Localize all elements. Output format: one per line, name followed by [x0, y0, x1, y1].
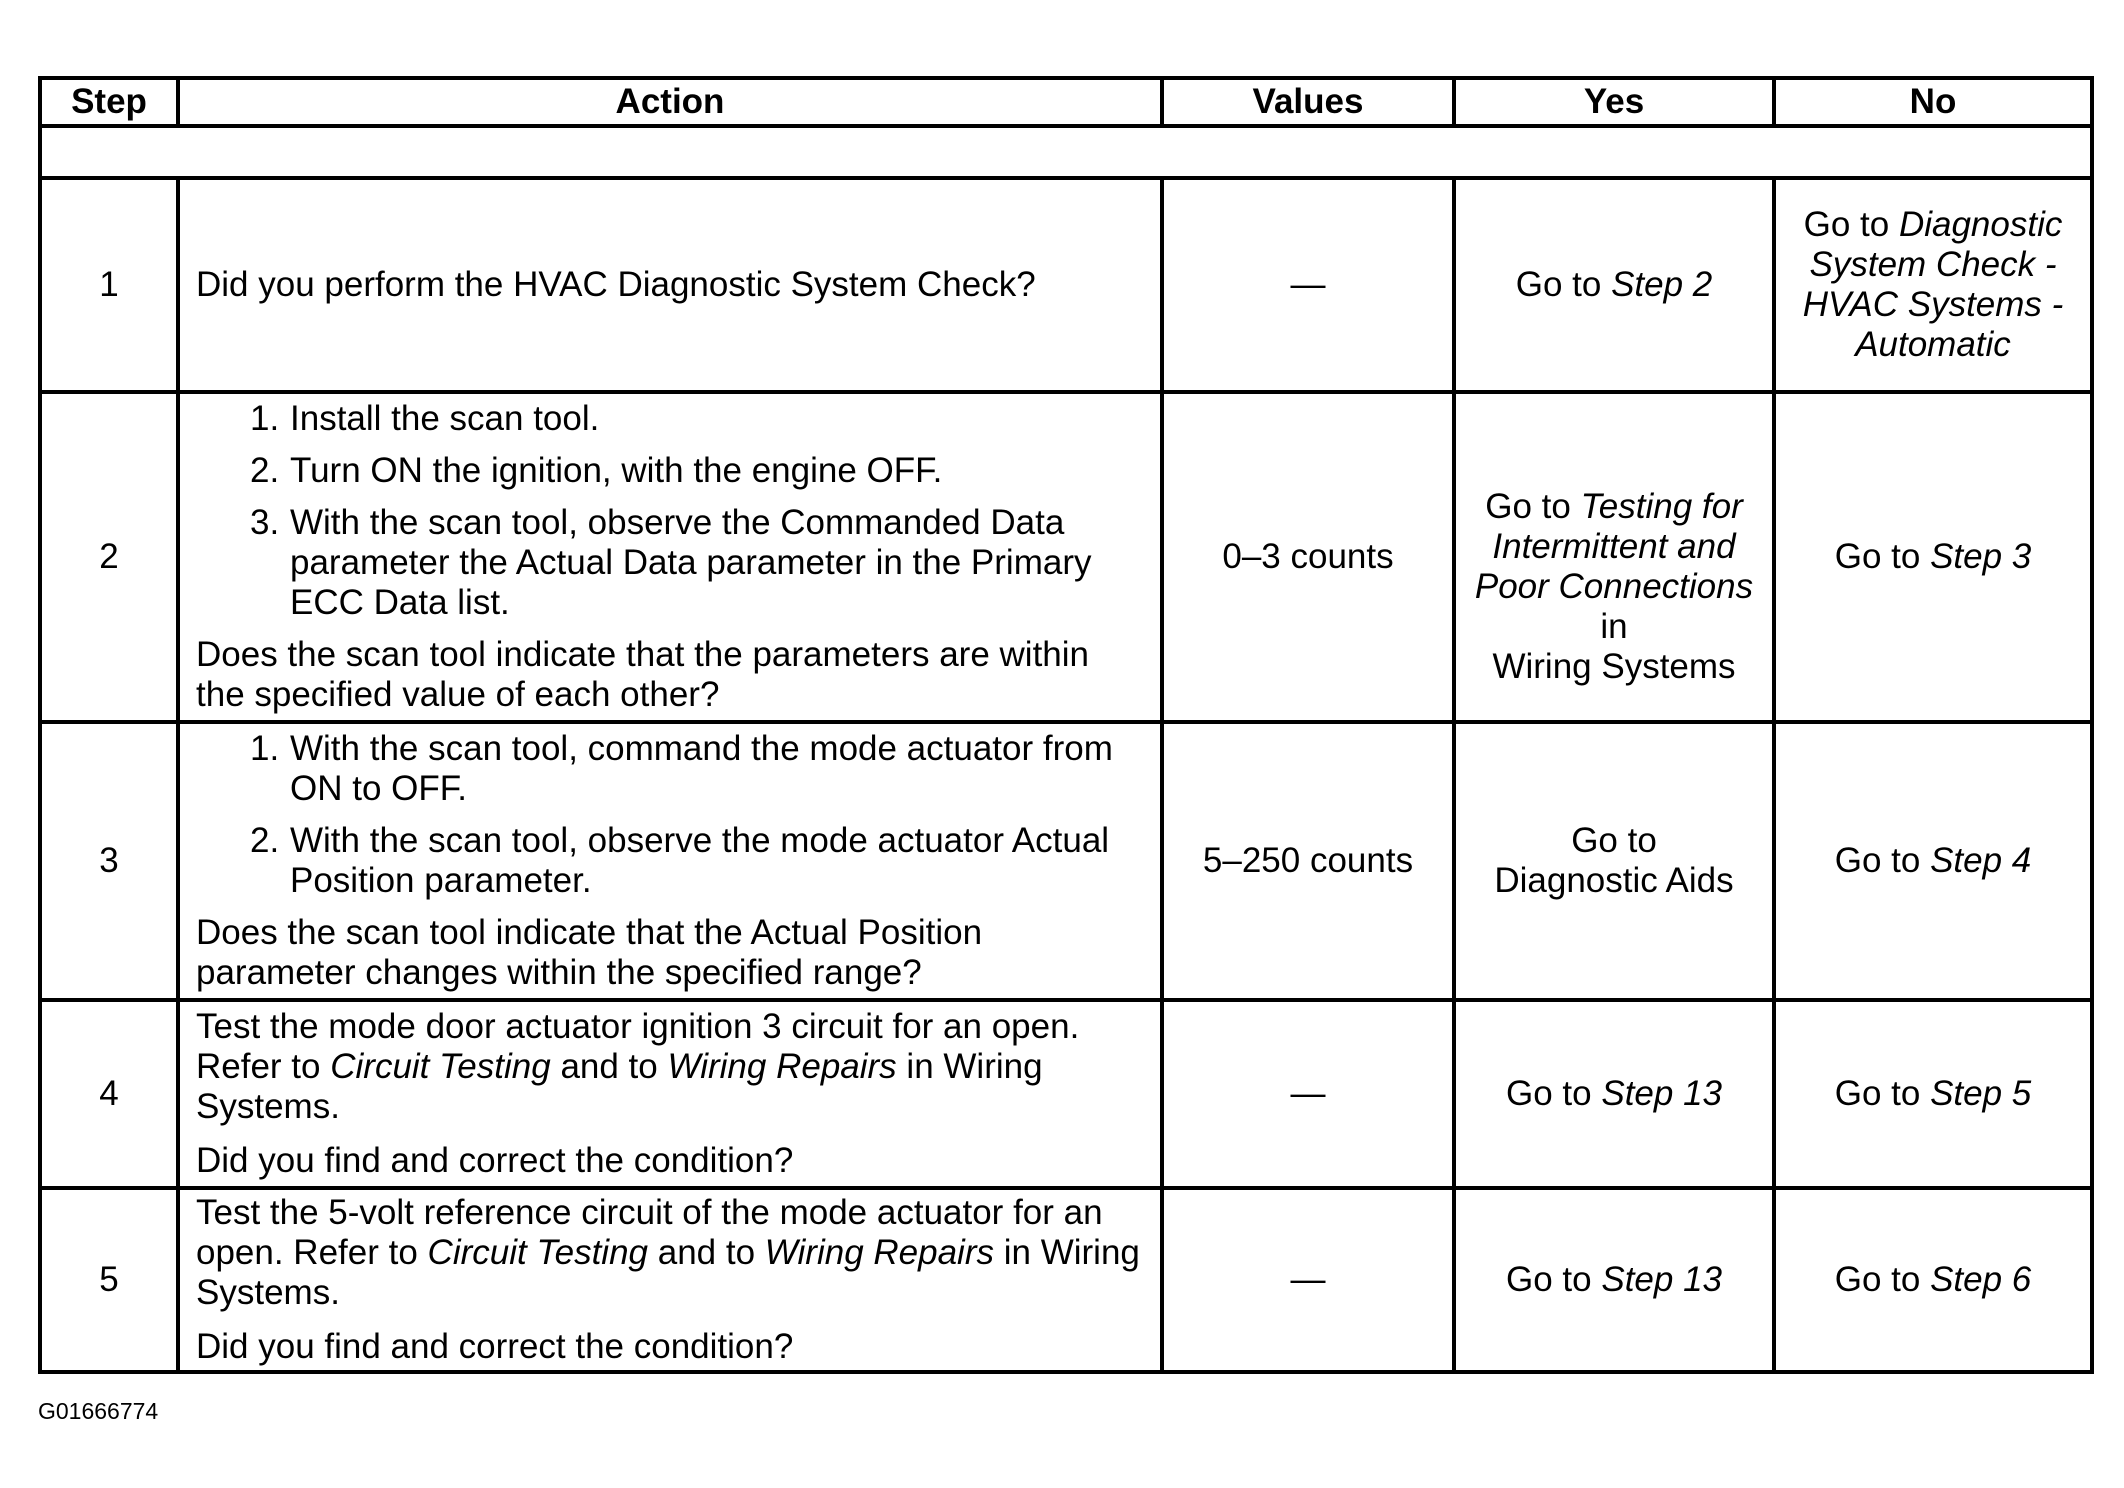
list-item: [250, 821, 1144, 901]
action-question: Did you perform the HVAC Diagnostic System Check?: [196, 265, 1036, 304]
list-item: [250, 729, 1144, 809]
header-no: No: [1774, 78, 2092, 126]
list-item: [250, 399, 1144, 439]
yes-cell: [1454, 722, 1774, 1000]
value-cell: 0–3 counts: [1162, 392, 1454, 722]
list-item-number: 2.: [250, 451, 280, 490]
action-question: Does the scan tool indicate that the Actual Position parameter changes within the specified range?: [196, 913, 983, 992]
wiring-repairs-link[interactable]: Wiring Repairs: [764, 1233, 994, 1272]
action-cell: [178, 392, 1162, 722]
yes-cell: [1454, 1000, 1774, 1188]
action-text: [196, 1193, 1144, 1313]
value-cell: 5–250 counts: [1162, 722, 1454, 1000]
step-number: 3: [40, 722, 178, 1000]
no-prefix: Go to: [1834, 1074, 1921, 1113]
header-step: Step: [40, 78, 178, 126]
yes-prefix: Go to: [1485, 487, 1571, 526]
no-cell: [1774, 392, 2092, 722]
no-prefix: Go to: [1803, 205, 1890, 244]
yes-link[interactable]: Diagnostic Aids: [1494, 861, 1734, 900]
yes-prefix: Go to: [1506, 1074, 1592, 1113]
table-row: [40, 178, 2092, 392]
header-yes: Yes: [1454, 78, 1774, 126]
yes-suffix: in: [1600, 607, 1628, 646]
list-item-text: With the scan tool, observe the mode actuator Actual Position parameter.: [290, 821, 1110, 900]
table-row: [40, 1188, 2092, 1372]
step-number: 4: [40, 1000, 178, 1188]
action-text: [196, 1007, 1144, 1127]
list-item: [250, 503, 1144, 623]
action-text-part: in Wiring Systems.: [196, 1233, 1140, 1312]
no-link[interactable]: Step 3: [1930, 537, 2032, 576]
no-link[interactable]: Step 4: [1930, 841, 2032, 880]
blank-row: [40, 126, 2092, 178]
blank-cell: [40, 126, 2092, 178]
yes-link[interactable]: Step 13: [1601, 1260, 1722, 1299]
no-prefix: Go to: [1834, 841, 1921, 880]
step-number: 2: [40, 392, 178, 722]
list-item-number: 1.: [250, 729, 280, 768]
step-number: 5: [40, 1188, 178, 1372]
no-cell: [1774, 1188, 2092, 1372]
no-prefix: Go to: [1834, 537, 1921, 576]
value-cell: —: [1162, 178, 1454, 392]
action-cell: [178, 722, 1162, 1000]
value-cell: —: [1162, 1188, 1454, 1372]
action-text-part: and to: [560, 1047, 658, 1086]
diagnostic-table-container: [38, 76, 2090, 1374]
no-cell: [1774, 178, 2092, 392]
yes-link[interactable]: Step 2: [1611, 265, 1713, 304]
table-row: [40, 1000, 2092, 1188]
action-text-part: Test the mode door actuator ignition 3 circuit for an open. Refer to: [196, 1007, 1080, 1086]
yes-cell: [1454, 392, 1774, 722]
list-item: [250, 451, 1144, 491]
action-question: Did you find and correct the condition?: [196, 1141, 794, 1180]
yes-link[interactable]: Step 13: [1601, 1074, 1722, 1113]
yes-cell: [1454, 178, 1774, 392]
yes-suffix: Wiring Systems: [1492, 647, 1736, 686]
no-link[interactable]: Step 5: [1930, 1074, 2032, 1113]
step-number: 1: [40, 178, 178, 392]
list-item-number: 2.: [250, 821, 280, 860]
circuit-testing-link[interactable]: Circuit Testing: [427, 1233, 649, 1272]
no-prefix: Go to: [1834, 1260, 1921, 1299]
action-question: Does the scan tool indicate that the parameters are within the specified value of each other?: [196, 635, 1089, 714]
no-cell: [1774, 722, 2092, 1000]
header-values: Values: [1162, 78, 1454, 126]
yes-prefix: Go to: [1515, 265, 1602, 304]
yes-prefix: Go to: [1571, 821, 1657, 860]
action-question: Did you find and correct the condition?: [196, 1327, 794, 1366]
no-link[interactable]: Step 6: [1930, 1260, 2032, 1299]
yes-link[interactable]: Testing for Intermittent and Poor Connections: [1474, 487, 1754, 606]
list-item-text: With the scan tool, command the mode actuator from ON to OFF.: [290, 729, 1113, 808]
value-cell: —: [1162, 1000, 1454, 1188]
substep-list: [196, 729, 1144, 901]
no-link[interactable]: Diagnostic System Check - HVAC Systems - Automatic: [1802, 205, 2064, 364]
diagnostic-table: [38, 76, 2094, 1374]
action-text-part: in Wiring Systems.: [196, 1047, 1043, 1126]
header-row: [40, 78, 2092, 126]
action-cell: [178, 178, 1162, 392]
action-text-part: Test the 5-volt reference circuit of the mode actuator for an open. Refer to: [196, 1193, 1103, 1272]
list-item-text: Install the scan tool.: [290, 399, 600, 438]
header-action: Action: [178, 78, 1162, 126]
substep-list: [196, 399, 1144, 623]
list-item-number: 3.: [250, 503, 280, 542]
list-item-text: With the scan tool, observe the Commanded Data parameter the Actual Data parameter in the Primary ECC Data list.: [290, 503, 1092, 622]
action-cell: [178, 1188, 1162, 1372]
table-row: [40, 722, 2092, 1000]
list-item-text: Turn ON the ignition, with the engine OFF.: [290, 451, 943, 490]
list-item-number: 1.: [250, 399, 280, 438]
no-cell: [1774, 1000, 2092, 1188]
action-cell: [178, 1000, 1162, 1188]
wiring-repairs-link[interactable]: Wiring Repairs: [667, 1047, 897, 1086]
yes-prefix: Go to: [1506, 1260, 1592, 1299]
circuit-testing-link[interactable]: Circuit Testing: [330, 1047, 551, 1086]
yes-cell: [1454, 1188, 1774, 1372]
figure-id: G01666774: [38, 1398, 159, 1424]
table-row: [40, 392, 2092, 722]
action-text-part: and to: [657, 1233, 756, 1272]
